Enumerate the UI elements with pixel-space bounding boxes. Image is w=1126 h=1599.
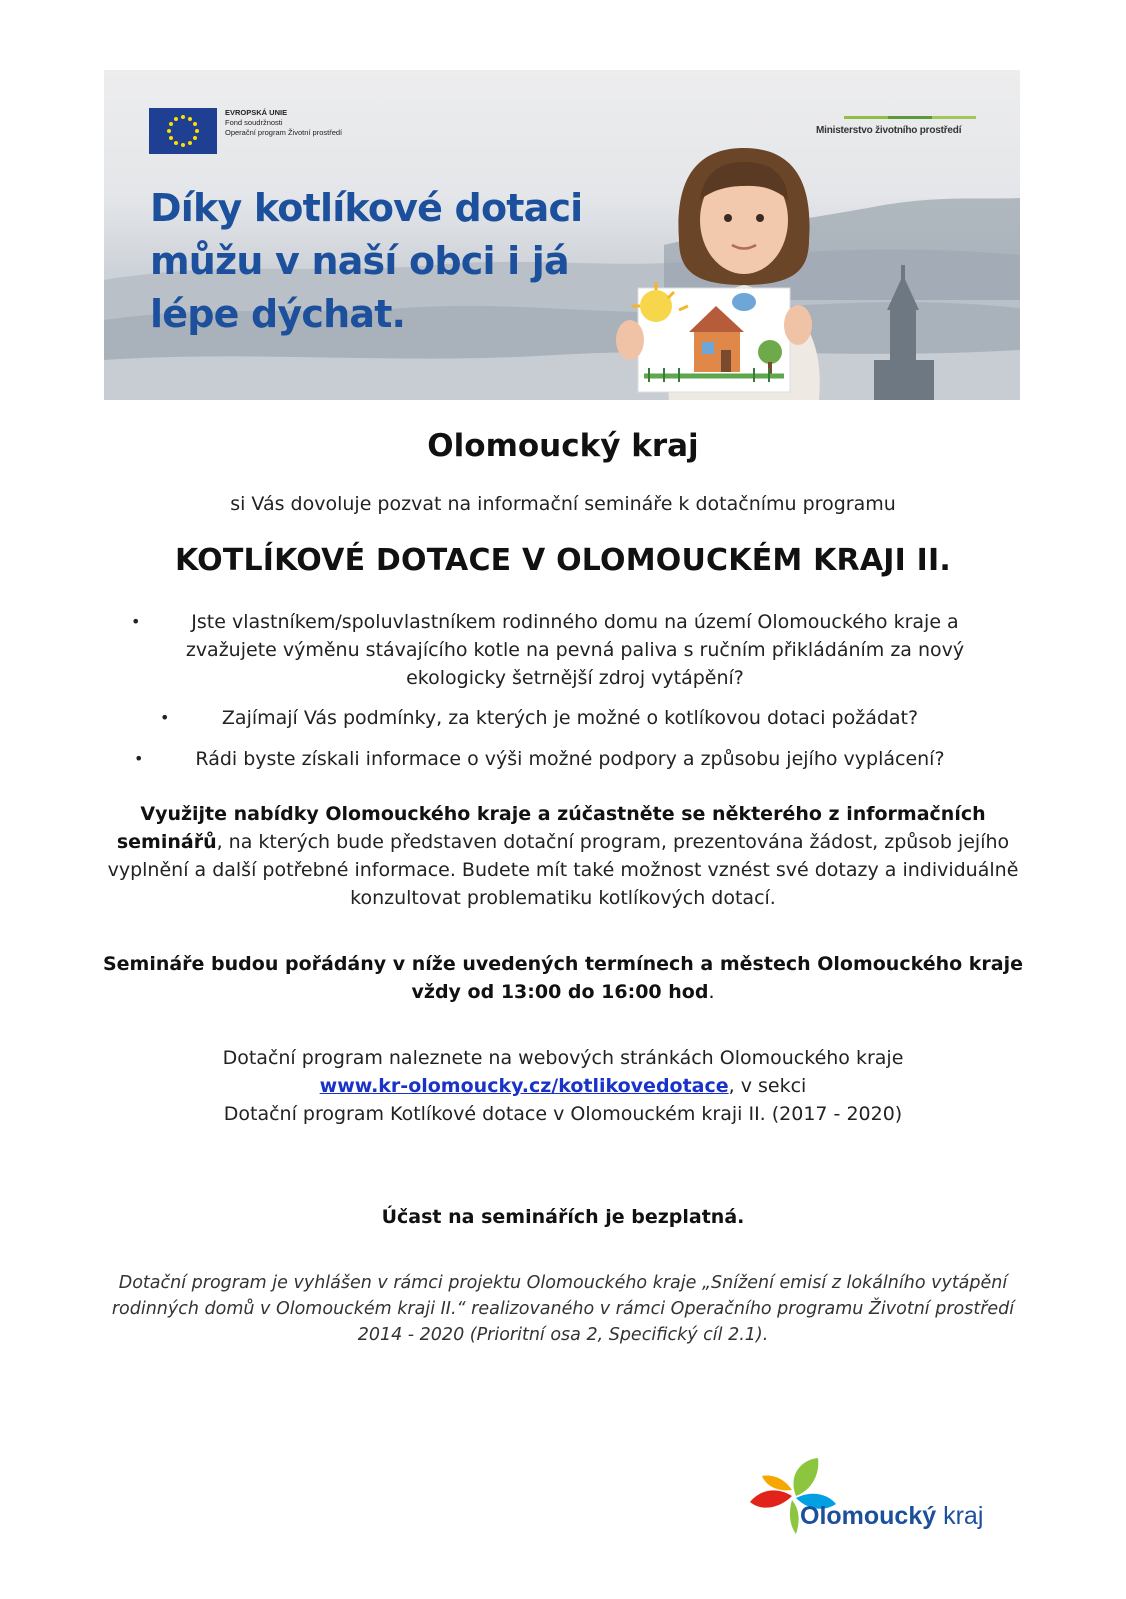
ministry-color-bars xyxy=(844,116,976,119)
web-info xyxy=(100,1044,1026,1128)
headline-line: můžu v naší obci i já xyxy=(150,239,569,283)
web-line-3: Dotační program Kotlíkové dotace v Olomouckém kraji II. (2017 - 2020) xyxy=(223,1103,903,1125)
question-text: Rádi byste získali informace o výši možné podpory a způsobu jejího vyplácení? xyxy=(195,748,945,770)
list-item xyxy=(134,745,990,773)
eu-logo xyxy=(149,108,342,154)
schedule-text: Semináře budou pořádány v níže uvedených termínech a městech Olomouckého kraje vždy od 13:00 do 16:00 hod xyxy=(102,953,1024,1003)
headline-line: lépe dýchat. xyxy=(150,292,406,336)
olomoucky-kraj-logo xyxy=(748,1456,1008,1546)
website-link[interactable]: www.kr-olomoucky.cz/kotlikovedotace xyxy=(319,1075,729,1097)
bullet-icon: • xyxy=(131,612,141,631)
ministry-label: Ministerstvo životního prostředí xyxy=(816,125,962,136)
web-after-link: , v sekci xyxy=(728,1075,807,1097)
campaign-banner xyxy=(104,70,1020,400)
eu-line: Fond soudržnosti xyxy=(225,118,283,127)
logo-bold: Olomoucký xyxy=(800,1502,937,1530)
banner-headline xyxy=(150,182,670,341)
bullet-icon: • xyxy=(134,749,144,768)
free-admission-note: Účast na seminářích je bezplatná. xyxy=(381,1206,745,1228)
footnote: Dotační program je vyhlášen v rámci projektu Olomouckého kraje „Snížení emisí z lokálního vytápění rodinných domů v Olomouckém kraji II.“ realizovaného v rámci Operačního programu Životní prostředí 2014 - 2020 (Prioritní osa 2, Specifický cíl 2.1). xyxy=(111,1273,1015,1345)
question-text: Jste vlastníkem/spoluvlastníkem rodinného domu na území Olomouckého kraje a zvažujete výměnu stávajícího kotle na pevná paliva s ručním přikládáním za nový ekologicky šetrnější zdroj vytápění? xyxy=(185,611,965,689)
offer-paragraph xyxy=(100,800,1026,912)
eu-line: Operační program Životní prostředí xyxy=(225,128,343,137)
invite-text: si Vás dovoluje pozvat na informační semináře k dotačnímu programu xyxy=(230,493,896,515)
schedule-end: . xyxy=(708,981,715,1003)
right-hand xyxy=(784,305,812,345)
offer-rest: , na kterých bude představen dotační program, prezentována žádost, způsob jejího vyplnění a další potřebné informace. Budete mít také možnost vznést své dotazy a individuálně konzultovat problematiku kotlíkových dotací. xyxy=(107,831,1019,909)
eu-flag-icon xyxy=(149,108,217,154)
bullet-icon: • xyxy=(160,708,170,727)
question-text: Zajímají Vás podmínky, za kterých je možné o kotlíkovou dotaci požádat? xyxy=(221,707,919,729)
page-title: Olomoucký kraj xyxy=(427,428,699,464)
list-item xyxy=(150,704,990,732)
ministry-logo xyxy=(816,116,976,136)
web-line-2 xyxy=(100,1072,1026,1100)
schedule-paragraph xyxy=(90,950,1036,1006)
logo-wordmark xyxy=(800,1502,983,1531)
list-item xyxy=(131,608,1005,692)
eu-line: EVROPSKÁ UNIE xyxy=(225,108,288,117)
logo-rest: kraj xyxy=(936,1502,984,1530)
program-name: KOTLÍKOVÉ DOTACE V OLOMOUCKÉM KRAJI II. xyxy=(175,543,951,578)
headline-line: Díky kotlíkové dotaci xyxy=(150,186,583,230)
eu-text xyxy=(225,108,342,138)
offer-bold: Využijte nabídky Olomouckého kraje a zúčastněte se některého z informačních seminářů xyxy=(116,803,986,853)
web-line-1: Dotační program naleznete na webových stránkách Olomouckého kraje xyxy=(222,1047,904,1069)
